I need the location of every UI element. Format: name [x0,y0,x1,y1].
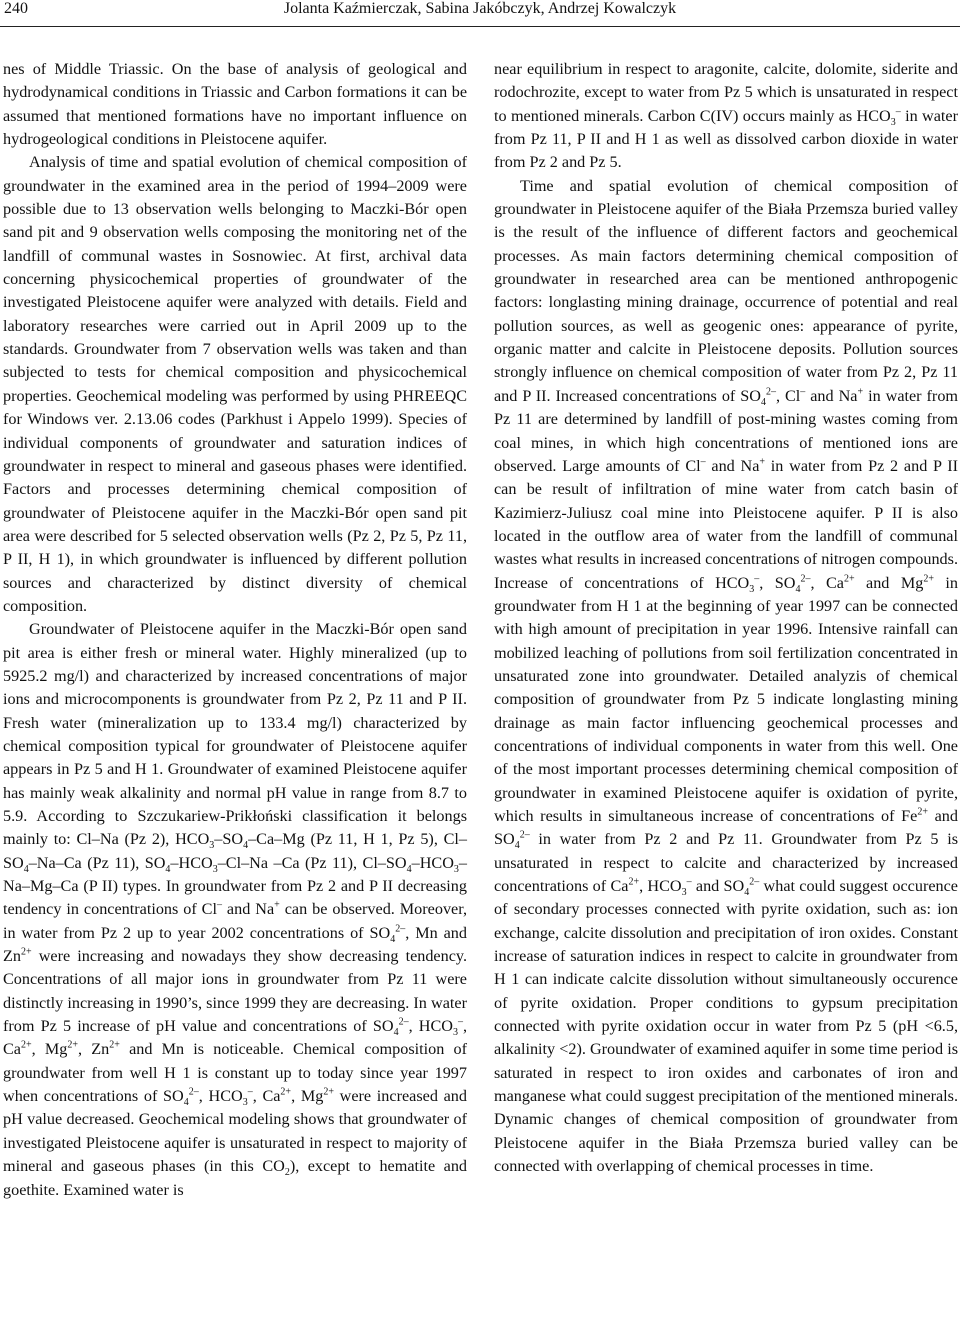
paragraph: near equilibrium in respect to aragonite, calcite, dolomite, siderite and rodochrozite, except to water from Pz 5 which is unsaturated in respect to mentioned minerals. Carbon C(IV) occurs mainly as $HCO_3^-$ in water from Pz 11, P II and H 1 as well as dissolved carbon dioxide in water from Pz 2 and Pz 5. [494,60,959,172]
right-column [494,58,958,1179]
running-head-authors: Jolanta Kaźmierczak, Sabina Jakóbczyk, Andrzej Kowalczyk [283,0,677,17]
paragraph: Groundwater of Pleistocene aquifer in the Maczki-Bór open sand pit area is either fresh or mineral water. Highly mineralized (up to 5925.2 mg/l) and characterized by increased concentrations of major ions and microcomponents is groundwater from Pz 2, Pz 11 and P II. Fresh water (mineralization up to 133.4 mg/l) characterized by chemical composition typical for groundwater of Pleistocene aquifer appears in Pz 5 and H 1. Groundwater of examined Pleistocene aquifer has mainly weak alkalinity and normal pH value in range from 8.7 to 5.9. According to Szczukariew-Prikłoński classification it belongs mainly to: Cl–Na (Pz 2), $HCO_3-SO_4-Ca-Mg$ (Pz 11, H 1, Pz 5), $Cl-SO_4-Na-Ca$ (Pz 11), $SO_4-HCO_3-Cl-Na$ –Ca (Pz 11), $Cl-SO_4-HCO_3-Na-Mg-Ca$ (P II) types. In groundwater from Pz 2 and P II decreasing tendency in concentrations of Cl– and Na+ can be observed. Moreover, in water from Pz 2 up to year 2002 concentrations of $SO_4^{2-}$, Mn and $Zn^{2+}$ were increasing and nowadays they show decreasing tendency. Concentrations of all major ions in groundwater from Pz 11 were distinctly increasing in 1990’s, since 1999 they are decreasing. In water from Pz 5 increase of pH value and concentrations of $SO_4^{2-}$, $HCO_3^-$, $Ca^{2+}$, $Mg^{2+}$, $Zn^{2+}$ and Mn is noticeable. Chemical composition of groundwater from well H 1 is constant up to today since year 1997 when concentrations of $SO_4^{2-}$, $HCO_3^-$, $Ca^{2+}$, $Mg^{2+}$ were increased and pH value decreased. Geochemical modeling shows that groundwater of investigated Pleistocene aquifer is unsaturated in respect to majority of mineral and gaseous phases (in this $CO_2$), except to hematite and goethite. Examined water is [3,620,468,1199]
running-header [0,0,960,40]
page-number: 240 [4,0,28,17]
paragraph: nes of Middle Triassic. On the base of analysis of geological and hydrodynamical conditions in Triassic and Carbon formations it can be assumed that mentioned formations have no important influence on hydrogeological conditions in Pleistocene aquifer. [3,60,467,149]
left-column [3,58,467,1202]
paragraph: Analysis of time and spatial evolution of chemical composition of groundwater in the examined area in the period of 1994–2009 were possible due to 13 observation wells belonging to Maczki-Bór open sand pit and 9 observation wells composing the monitoring net of the landfill of communal wastes in Sosnowiec. At first, archival data concerning physicochemical properties of groundwater of the investigated Pleistocene aquifer were analyzed with details. Field and laboratory researches were carried out in April 2009 up to the standards. Groundwater from 7 observation wells was taken and than subjected to tests for chemical composition and physicochemical properties. Geochemical modeling was performed by using PHREEQC for Windows ver. 2.13.06 codes (Parkhust i Appelo 1999). Species of individual components of groundwater and saturation indices of groundwater in respect to mineral and gaseous phases were identified. Factors and processes determining chemical composition of groundwater of Pleistocene aquifer in the Maczki-Bór open sand pit area were described for 5 selected observation wells (Pz 2, Pz 5, Pz 11, P II, H 1), in which groundwater is influenced by different pollution sources and characterized by distinct diversity of chemical composition. [3,153,467,615]
paragraph: Time and spatial evolution of chemical composition of groundwater in Pleistocene aquifer of the Biała Przemsza buried valley is the result of the influence of different factors and geochemical processes. As main factors determining chemical composition of groundwater in researched area can be mentioned anthropogenic factors: longlasting mining drainage, occurrence of potential and real pollution sources, as well as geogenic ones: appearance of pyrite, organic matter and calcite in Pleistocene deposits. Pollution sources strongly influence on chemical composition of water from Pz 2, Pz 11 and P II. Increased concentrations of $SO_4^{2-}$, Cl– and Na+ in water from Pz 11 are determined by landfill of post-mining wastes coming from coal mines, in which high concentrations of mentioned ions are observed. Large amounts of Cl– and Na+ in water from Pz 2 and P II can be result of infiltration of mine water from catch basin of Kazimierz-Juliusz coal mine into Pleistocene aquifer. P II is also located in the outflow area of water from the landfill of communal wastes what results in increased concentrations of nitrogen compounds. Increase of concentrations of $HCO_3^-$, $SO_4^{2-}$, $Ca^{2+}$ and $Mg^{2+}$ in groundwater from H 1 at the beginning of year 1997 can be connected with high amount of precipitation in year 1996. Intensive rainfall can mobilized leaching of pollutions from soil fertilization concentrated in unsaturated zone into groundwater. Detailed analyzis of chemical composition of groundwater from Pz 5 indicate longlasting mining drainage as main factor influencing geochemical processes and concentrations of individual components in water from this well. One of the most important processes determining chemical composition of groundwater in examined Pleistocene aquifer is oxidation of pyrite, which results in simultaneous increase of concentrations of $Fe^{2+}$ and $SO_4^{2-}$ in water from Pz 2 and Pz 11. Groundwater from Pz 5 is unsaturated in respect to calcite and characterized by increased concentrations of $Ca^{2+}$, $HCO_3^-$ and $SO_4^{2-}$ what could suggest occurence of secondary processes connected with pyrite oxidation, such as: ion exchange, calcite dissolution and precipitation of iron oxides. Constant increase of saturation indices in respect to calcite in groundwater from H 1 can indicate calcite dissolution without simultaneously occurence of pyrite oxidation. Proper conditions to gypsum precipitation connected with pyrite oxidation occur in water from Pz 5 (pH <6.5, alkalinity <2). Groundwater of examined aquifer in some time period is saturated in respect to iron oxides and carbonates of iron and manganese what could suggest precipitation of the mentioned minerals. Dynamic changes of chemical composition of groundwater from Pleistocene aquifer in the Biała Przemsza buried valley can be connected with overlapping of chemical processes in time. [494,176,959,1176]
header-rule [0,26,960,27]
